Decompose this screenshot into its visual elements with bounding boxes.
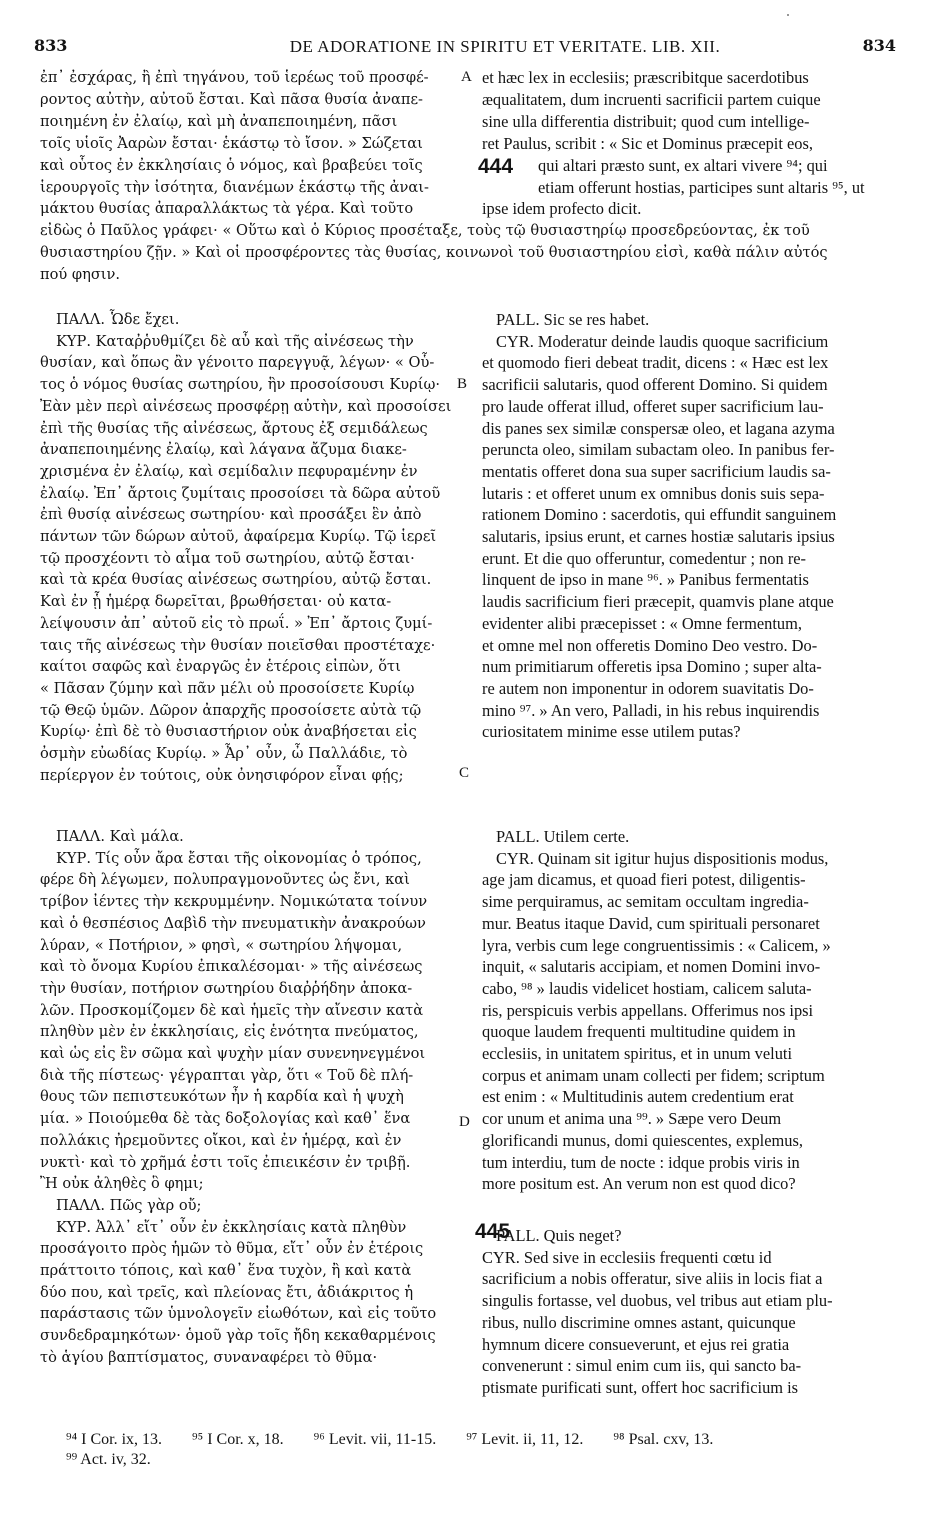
greek-text-line: τῷ Θεῷ ὑμῶν. Δῶρον ἀπαρχῆς προσοίσετε αὐτὰ τῷ (40, 701, 422, 719)
latin-text-line: hymnum dicere consueverunt, et ejus rei gratia (482, 1334, 790, 1354)
footnote: ⁹⁸ Psal. cxv, 13. (613, 1431, 714, 1448)
greek-text-line: Καὶ ἐν ᾗ ἡμέρᾳ δωρεῖται, βρωθήσεται· οὐ κατα- (40, 593, 392, 611)
greek-text-line: τος ὁ νόμος θυσίας σωτηρίου, ἣν προσοίσουσι Κυρίῳ· (40, 376, 441, 394)
latin-text-line: corpus et animam unam collecti per fidem; scriptum (482, 1065, 825, 1085)
footnote: ⁹⁹ Act. iv, 32. (66, 1451, 151, 1468)
latin-text-line: convenerunt : simul enim cum iis, qui sancto ba- (482, 1356, 802, 1376)
latin-text-line: CYR. Moderatur deinde laudis quoque sacrificium (496, 331, 829, 351)
latin-text-line: erunt. Et die quo offeruntur, comedentur ; non re- (482, 548, 807, 568)
greek-text-line: ἀναπεποιημένης ἐλαίῳ, καὶ λάγανα ἄζυμα διακε- (40, 441, 407, 459)
greek-text-line: Κυρίῳ· ἐπὶ δὲ τὸ θυσιαστήριον οὐκ ἀναβήσεται εἰς (40, 723, 417, 741)
greek-text-line: εἰδὼς ὁ Παῦλος γράφει· « Οὕτω καὶ ὁ Κύριος προσέταξε, τοὺς τῷ θυσιαστηρίῳ προσεδρεύοντας, ἐκ τοῦ (40, 222, 810, 239)
latin-text-line: tum interdiu, tum de nocte : idque probis viris in (482, 1152, 800, 1172)
greek-text-line: ΚΥΡ. Τίς οὖν ἄρα ἔσται τῆς οἰκονομίας ὁ τρόπος, (56, 849, 422, 867)
greek-text-line: ταις τῆς αἰνέσεως τὴν θυσίαν ποιεῖσθαι προστέταχε· (40, 636, 436, 654)
greek-text-line: ἐπὶ τῆς θυσίας τῆς αἰνέσεως, ἄρτους ἐξ σεμιδάλεως (40, 419, 428, 437)
latin-text-line: re autem non imponentur in odorem suavitatis Do- (482, 678, 814, 698)
footnote: ⁹⁴ I Cor. ix, 13. (66, 1431, 163, 1448)
greek-text-line: λῶν. Προσκομίζομεν δὲ καὶ ἡμεῖς τὴν αἴνεσιν κατὰ (40, 1001, 424, 1019)
greek-text-line: ὀσμὴν εὐωδίας Κυρίῳ. » Ἆρ᾽ οὖν, ὦ Παλλάδιε, τὸ (40, 745, 408, 762)
greek-text-line: πού φησιν. (40, 265, 121, 283)
latin-text-line: more positum est. An verum non est quod dico? (482, 1174, 796, 1194)
margin-marker-d: D (459, 1114, 470, 1130)
latin-text-line: num primitiarum offeretis ipsa Domino ; super alta- (482, 657, 822, 677)
greek-text-line: ΠΑΛΛ. Πῶς γὰρ οὔ; (56, 1196, 202, 1214)
greek-text-line: ροντος αὐτὴν, αὐτοῦ ἔσται. Καὶ πᾶσα θυσία ἀναπε- (40, 90, 423, 108)
greek-text-line: ἐπὶ θυσίᾳ αἰνέσεως σωτηρίου· καὶ προσάξει ἓν ἀπὸ (40, 506, 422, 524)
scan-speck (787, 14, 789, 16)
page-number-right: 834 (862, 36, 896, 55)
greek-text-line: φέρε δὴ λέγωμεν, πολυπραγμονοῦντες ὡς ἔνι, καὶ (40, 871, 410, 889)
running-title: DE ADORATIONE IN SPIRITU ET VERITATE. LIB. XII. (289, 37, 721, 56)
footnote: ⁹⁶ Levit. vii, 11-15. (313, 1431, 437, 1448)
column-number-445: 445 (475, 1220, 511, 1243)
greek-text-line: μία. » Ποιούμεθα δὲ τὰς δοξολογίας καὶ καθ᾽ ἕνα (40, 1110, 411, 1128)
greek-text-line: λύραν, « Ποτήριον, » φησὶ, « σωτηρίου λήψομαι, (40, 936, 403, 954)
latin-text-line: ris, perspicuis verbis appellans. Offerimus nos ipsi (482, 1000, 814, 1020)
latin-text-line: ribus, nullo discrimine omnes astant, quicunque (482, 1312, 796, 1332)
greek-text-line: θυσίαν, καὶ ὅπως ἂν γένοιτο παρεγγυᾷ, λέγων· « Οὗ- (40, 354, 435, 372)
latin-text-line: sacrificii salutaris, quod offerent Domino. Si quidem (482, 375, 828, 395)
greek-text-line: προσάγοιτο πρὸς ἡμῶν τὸ θῦμα, εἴτ᾽ οὖν ἐν ἑτέροις (40, 1240, 424, 1258)
latin-text-line: PALL. Sic se res habet. (496, 310, 650, 329)
greek-text-line: καὶ τὸ ὄνομα Κυρίου ἐπικαλέσομαι· » τῆς αἰνέσεως (40, 958, 423, 976)
latin-text-line: sime perquiramus, ac semitam occultam ingredia- (482, 892, 809, 912)
greek-text-line: συνδεδραμηκότων· ὁμοῦ γὰρ τοῖς ἤδη κεκαθαρμένοις (40, 1327, 436, 1345)
latin-text-line: CYR. Sed sive in ecclesiis frequenti cœtu id (482, 1247, 772, 1267)
greek-text-line: τὴν θυσίαν, ποτήριον σωτηρίου διαῤῥήδην ἀποκα- (40, 979, 413, 997)
latin-text-line: salutaris, ipsius erunt, et carnes hostiæ salutaris ipsius (482, 527, 835, 546)
latin-text-line: age jam dicamus, et quoad fieri potest, diligentis- (482, 870, 806, 890)
margin-marker-b: B (457, 376, 468, 392)
latin-text-line: ret Paulus, scribit : « Sic et Dominus præcepit eos, (482, 133, 813, 153)
greek-text-line: καίτοι σαφῶς καὶ ἐναργῶς ἐν ἑτέροις εἰπὼν, ὅτι (40, 658, 401, 676)
margin-marker-c: C (459, 765, 470, 781)
greek-text-line: ἐλαίῳ. Ἐπ᾽ ἄρτοις ζυμίταις προσοίσει τὰ δῶρα αὐτοῦ (40, 484, 441, 502)
latin-text-line: mino ⁹⁷. » An vero, Palladi, in his rebus inquirendis (482, 700, 820, 720)
greek-text-line: Ἢ οὐκ ἀληθὲς ὃ φημι; (40, 1175, 204, 1193)
latin-text-line: ecclesiis, in unitatem spiritus, et in unum veluti (482, 1044, 793, 1063)
greek-text-line: περίεργον ἐν τούτοις, οὐκ ὀνησιφόρον εἶναι φῄς; (40, 766, 404, 784)
greek-text-line: πληθὺν μὲν ἐν ἐκκλησίαις, εἰς ἑνότητα πνεύματος, (40, 1023, 419, 1041)
latin-text-line: et omne mel non offeretis Domino Deo vestro. Do- (482, 635, 818, 655)
latin-text-line: PALL. Quis neget? (496, 1226, 622, 1245)
latin-text-line: PALL. Utilem certe. (496, 827, 630, 846)
latin-text-line: sine ulla differentia distribuit; quod cum intellige- (482, 111, 810, 131)
latin-text-line: linquent de ipso in mane ⁹⁶. » Panibus fermentatis (482, 570, 809, 590)
latin-text-line: et hæc lex in ecclesiis; præscribitque sacerdotibus (482, 68, 809, 87)
footnote: ⁹⁷ Levit. ii, 11, 12. (466, 1431, 584, 1448)
greek-text-line: πράττοιτο τόποις, καὶ καθ᾽ ἕνα τυχὸν, ἢ καὶ κατὰ (40, 1262, 412, 1279)
greek-text-line: καὶ οὗτος ἐν ἐκκλησίαις ὁ νόμος, καὶ βραβεύει τοῖς (40, 156, 423, 174)
latin-text-line: sacrificium a nobis offeratur, sive aliis in locis fiat a (482, 1269, 823, 1289)
greek-text-line: θους τῶν πεπιστευκότων ἦν ἡ καρδία καὶ ἡ ψυχὴ (40, 1088, 404, 1106)
greek-text-line: ἱερουργοῖς τὴν ἰσότητα, διανέμων ἑκάστῳ τῆς ἀναι- (40, 178, 429, 196)
greek-text-line: ΚΥΡ. Ἀλλ᾽ εἴτ᾽ οὖν ἐν ἐκκλησίαις κατὰ πληθὺν (56, 1218, 407, 1236)
greek-text-line: « Πᾶσαν ζύμην καὶ πᾶν μέλι οὐ προσοίσετε Κυρίῳ (40, 679, 415, 697)
latin-text-line: mentatis offeret dona sua super sacrificium laudis sa- (482, 461, 831, 481)
greek-text-line: διὰ τῆς πίστεως· γέγραπται γὰρ, ὅτι « Τοῦ δὲ πλή- (40, 1066, 414, 1084)
latin-text-line: ptismate purificati sunt, offert hoc sacrificium is (482, 1377, 799, 1397)
greek-text-line: καὶ ὁ θεσπέσιος Δαβὶδ τὴν πνευματικὴν ἀνακρούων (40, 914, 426, 932)
greek-text-line: πάντων τῶν δώρων αὐτοῦ, ἀφαίρεμα Κυρίῳ. Τῷ ἱερεῖ (40, 528, 437, 545)
latin-text-line: et quomodo fieri debeat tradit, dicens : « Hæc est lex (482, 353, 829, 373)
latin-text-line: inquit, « salutaris accipiam, et nomen Domini invo- (482, 957, 821, 977)
latin-text-line: curiositatem minime esse utilem putas? (482, 722, 741, 742)
greek-text-line: τῷ προσχέοντι τὸ αἷμα τοῦ σωτηρίου, αὐτῷ ἔσται· (40, 549, 415, 567)
greek-text-line: καὶ τὰ κρέα θυσίας αἰνέσεως σωτηρίου, αὐτῷ ἔσται. (40, 571, 432, 589)
greek-text-line: λείψουσιν ἀπ᾽ αὐτοῦ εἰς τὸ πρωΐ. » Ἐπ᾽ ἄρτοις ζυμί- (40, 614, 433, 632)
latin-text-line: rationem Domino : sacerdotis, qui effundit sanguinem (482, 505, 837, 525)
greek-text-line: δύο που, καὶ τρεῖς, καὶ πλείονας ἔτι, ἀδιάκριτος ἡ (40, 1283, 414, 1301)
footnotes-row-2 (66, 1450, 177, 1470)
latin-text-line: cabo, ⁹⁸ » laudis videlicet hostiam, calicem saluta- (482, 978, 812, 998)
greek-text-line: καὶ ὡς εἰς ἓν σῶμα καὶ ψυχὴν μίαν συνενηνεγμένοι (40, 1045, 426, 1062)
greek-text-line: μάκτου θυσίας ἀπαραλλάκτως τὰ γέρα. Καὶ τοῦτο (40, 200, 414, 218)
latin-text-line: est enim : « Multitudinis autem credentium erat (482, 1087, 794, 1107)
greek-text-line: ἐπ᾽ ἐσχάρας, ἢ ἐπὶ τηγάνου, τοῦ ἱερέως τοῦ προσφέ- (40, 69, 429, 86)
latin-text-line: mur. Beatus itaque David, cum spirituali personaret (482, 913, 820, 933)
greek-text-line: πολλάκις ἠρεμοῦντες οἴκοι, καὶ ἐν ἡμέρᾳ, καὶ ἐν (40, 1131, 402, 1149)
greek-text-line: ΠΑΛΛ. Ὧδε ἔχει. (56, 311, 180, 328)
greek-text-line: ΚΥΡ. Καταῤῥυθμίζει δὲ αὖ καὶ τῆς αἰνέσεως τὴν (56, 332, 414, 350)
latin-text-line: cor unum et anima una ⁹⁹. » Sæpe vero Deum (482, 1109, 782, 1129)
greek-text-line: νυκτὶ· καὶ τὸ χρῆμά ἐστι τοῖς ἐπιεικέσιν ἐν τριβῇ. (40, 1153, 411, 1171)
latin-text-line: qui altari præsto sunt, ex altari vivere ⁹⁴; qui (538, 155, 828, 175)
latin-text-line: quoque laudem frequenti multitudine quidem in (482, 1022, 796, 1042)
latin-text-line: ipse idem profecto dicit. (482, 199, 642, 219)
latin-text-line: peruncta oleo, similam subactam oleo. In panibus fer- (482, 440, 835, 460)
page-number-left: 833 (34, 36, 68, 55)
greek-text-line: χρισμένα ἐν ἐλαίῳ, καὶ σεμίδαλιν πεφυραμένην ἐν (40, 462, 418, 480)
greek-text-line: ποιημένη ἐν ἐλαίῳ, καὶ μὴ ἀναπεποιημένη, πᾶσι (40, 112, 398, 130)
latin-text-line: etiam offerunt hostias, participes sunt altaris ⁹⁵, ut (538, 177, 865, 197)
greek-text-line: θυσιαστηρίου ζῇν. » Καὶ οἱ προσφέροντες τὰς θυσίας, κοινωνοὶ τοῦ θυσιαστηρίου εἰσὶ, καθὰ πάλιν αὐτός (40, 243, 828, 261)
greek-text-line: ΠΑΛΛ. Καὶ μάλα. (56, 828, 184, 845)
footnote: ⁹⁵ I Cor. x, 18. (192, 1431, 284, 1448)
latin-text-line: æqualitatem, dum incruenti sacrificii partem cuique (482, 89, 821, 109)
greek-text-line: παράστασις τῶν ὑμνολογεῖν εἰωθότων, καὶ εἰς τοῦτο (40, 1305, 437, 1323)
latin-text-line: dis panes sex similæ conspersæ oleo, et lagana azyma (482, 418, 835, 438)
column-number-444: 444 (478, 155, 514, 178)
latin-text-line: evidenter alibi præcepisset : « Omne fermentum, (482, 613, 802, 633)
greek-text-line: τρίβον ἰέντες τὴν κεκρυμμένην. Νομικώτατα τοίνυν (40, 893, 428, 911)
page-header (34, 36, 896, 60)
latin-text-line: glorificandi munus, domi quiescentes, explemus, (482, 1130, 803, 1150)
greek-text-line: τοῖς υἱοῖς Ἀαρὼν ἔσται· ἑκάστῳ τὸ ἴσον. » Σώζεται (40, 134, 423, 152)
latin-text-line: lyra, verbis cum lege congruentissimis : « Calicem, » (482, 935, 831, 955)
greek-text-line: τὸ ἁγίου βαπτίσματος, συναναφέρει τὸ θῦμα· (40, 1348, 378, 1366)
latin-text-line: lutaris : et offeret unum ex omnibus donis suis sepa- (482, 483, 825, 503)
latin-text-line: CYR. Quinam sit igitur hujus dispositionis modus, (496, 848, 829, 868)
latin-text-line: laudis sacrificium fieri præcepit, quamvis plane atque (482, 592, 834, 612)
greek-text-line: Ἐὰν μὲν περὶ αἰνέσεως προσφέρῃ αὐτὴν, καὶ προσοίσει (40, 397, 452, 415)
footnotes-row-1 (66, 1430, 739, 1450)
latin-text-line: singulis fortasse, vel duobus, vel tribus aut etiam plu- (482, 1291, 833, 1311)
latin-text-line: pro laude offerat illud, offeret super sacrificium lau- (482, 396, 824, 416)
margin-marker-a: A (461, 69, 472, 85)
